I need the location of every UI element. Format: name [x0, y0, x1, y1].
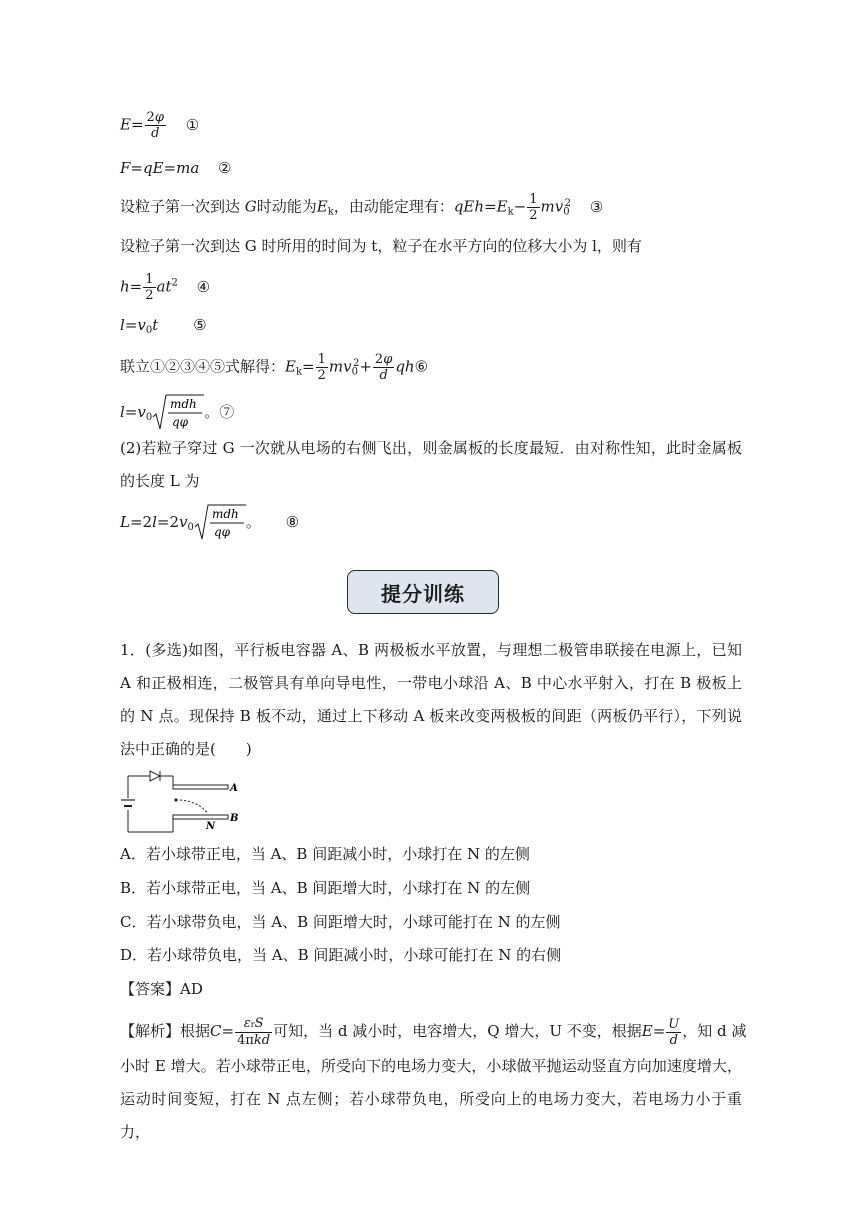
sqrt-sign — [194, 503, 246, 543]
svg-text:mdh: mdh — [211, 507, 239, 521]
formula-text: F=qE=ma — [120, 159, 200, 177]
text-segment: 可知，当 d 减小时，电容增大，Q 增大，U 不变，根据 — [273, 1022, 642, 1040]
text-segment: 时动能为 — [256, 197, 317, 216]
text-segment: 根据 — [180, 1022, 211, 1040]
equation-mark: ⑥ — [414, 357, 429, 376]
section-title-text: 提分训练 — [381, 581, 465, 606]
circuit-diagram — [118, 770, 248, 838]
option-b: B．若小球带正电，当 A、B 间距增大时，小球打在 N 的左侧 — [120, 879, 531, 897]
question-1-text: 1．(多选)如图，平行板电容器 A、B 两极板水平放置，与理想二极管串联接在电源上，已知 A 和正极相连，二极管具有单向导电性，一带电小球沿 A、B 中心水平射入，打在 B 极板上的 N 点。现保持 B 板不动，通过上下移动 A 板来改变两极板的间距（两板仍平行），下列说法中正确的是( ) — [120, 641, 742, 758]
analysis-paragraph: 小时 E 增大。若小球带正电，所受向下的电场力变大，小球做平抛运动竖直方向加速度增大，运动时间变短，打在 N 点左侧；若小球带负电，所受向上的电场力变大，若电场力小于重力， — [120, 1057, 742, 1141]
fraction: $\frac{2\varphi}{d}$ — [146, 110, 164, 141]
formula-8: $L=2l=2v_0$ mdh qφ 。 ⑧ — [120, 503, 299, 543]
equation-mark: ⑧ — [285, 513, 300, 531]
text-segment: G — [244, 197, 257, 216]
svg-text:qφ: qφ — [172, 415, 189, 429]
option-c: C．若小球带负电，当 A、B 间距增大时，小球可能打在 N 的左侧 — [120, 913, 561, 931]
svg-text:qφ: qφ — [213, 525, 230, 539]
part-2-paragraph: (2)若粒子穿过 G 一次就从电场的右侧飞出，则金属板的长度最短．由对称性知，此时金属板的长度 L 为 — [120, 439, 742, 490]
analysis-label: 【解析】 — [120, 1022, 181, 1040]
formula-4: h= $\frac{1}{2}$ $at^2$ ④ — [120, 272, 211, 303]
equation-mark: 。⑦ — [204, 403, 235, 421]
option-d: D．若小球带负电，当 A、B 间距减小时，小球可能打在 N 的右侧 — [120, 946, 562, 964]
option-a: A．若小球带正电，当 A、B 间距减小时，小球打在 N 的左侧 — [120, 845, 530, 863]
equation-mark: ③ — [589, 197, 604, 216]
equation-mark: ⑤ — [193, 316, 207, 334]
section-title — [347, 570, 499, 614]
equation-mark: ② — [218, 159, 232, 177]
formula-2 — [120, 158, 232, 178]
svg-text:mdh: mdh — [170, 397, 198, 411]
formula-1: E= $\frac{2\varphi}{d}$ ① — [120, 110, 200, 141]
text-line-kinetic-energy: 设粒子第一次到达 G时动能为$E_k$，由动能定理有：$qEh=E_k-$ $\frac{1}{2}$ $mv_0^2$ ③ — [120, 192, 604, 223]
analysis-line-1: 【解析】根据C= $\frac{\text{εrS}}{\text{4πkd}}$ 可知，当 d 减小时，电容增大，Q 增大，U 不变，根据E= $\frac{U}{d}$ ，知 d 减 — [120, 1016, 747, 1048]
text-segment: ，由动能定理有： — [333, 197, 454, 216]
answer: 【答案】AD — [120, 980, 203, 998]
formula-7: $l=v_0$ mdh qφ 。⑦ — [120, 393, 234, 433]
label-a: A — [230, 783, 238, 794]
sqrt-sign — [152, 393, 204, 433]
formula-6: 联立①②③④⑤式解得：$E_k=$ $\frac{1}{2}$ $mv_0^2+$ $\frac{2\varphi}{d}$ qh⑥ — [120, 352, 429, 383]
label-b: B — [230, 813, 239, 824]
text-line-time: 设粒子第一次到达 G 时所用的时间为 t，粒子在水平方向的位移大小为 l，则有 — [120, 237, 642, 255]
label-n: N — [206, 821, 216, 832]
equation-mark: ① — [185, 115, 200, 134]
text-segment: ，知 d 减 — [682, 1022, 747, 1040]
formula-5: $l=v_0t$ ⑤ — [120, 316, 207, 336]
equation-mark: ④ — [196, 277, 211, 296]
text-segment: 设粒子第一次到达 — [120, 197, 241, 216]
text-segment: 联立①②③④⑤式解得： — [120, 357, 286, 376]
